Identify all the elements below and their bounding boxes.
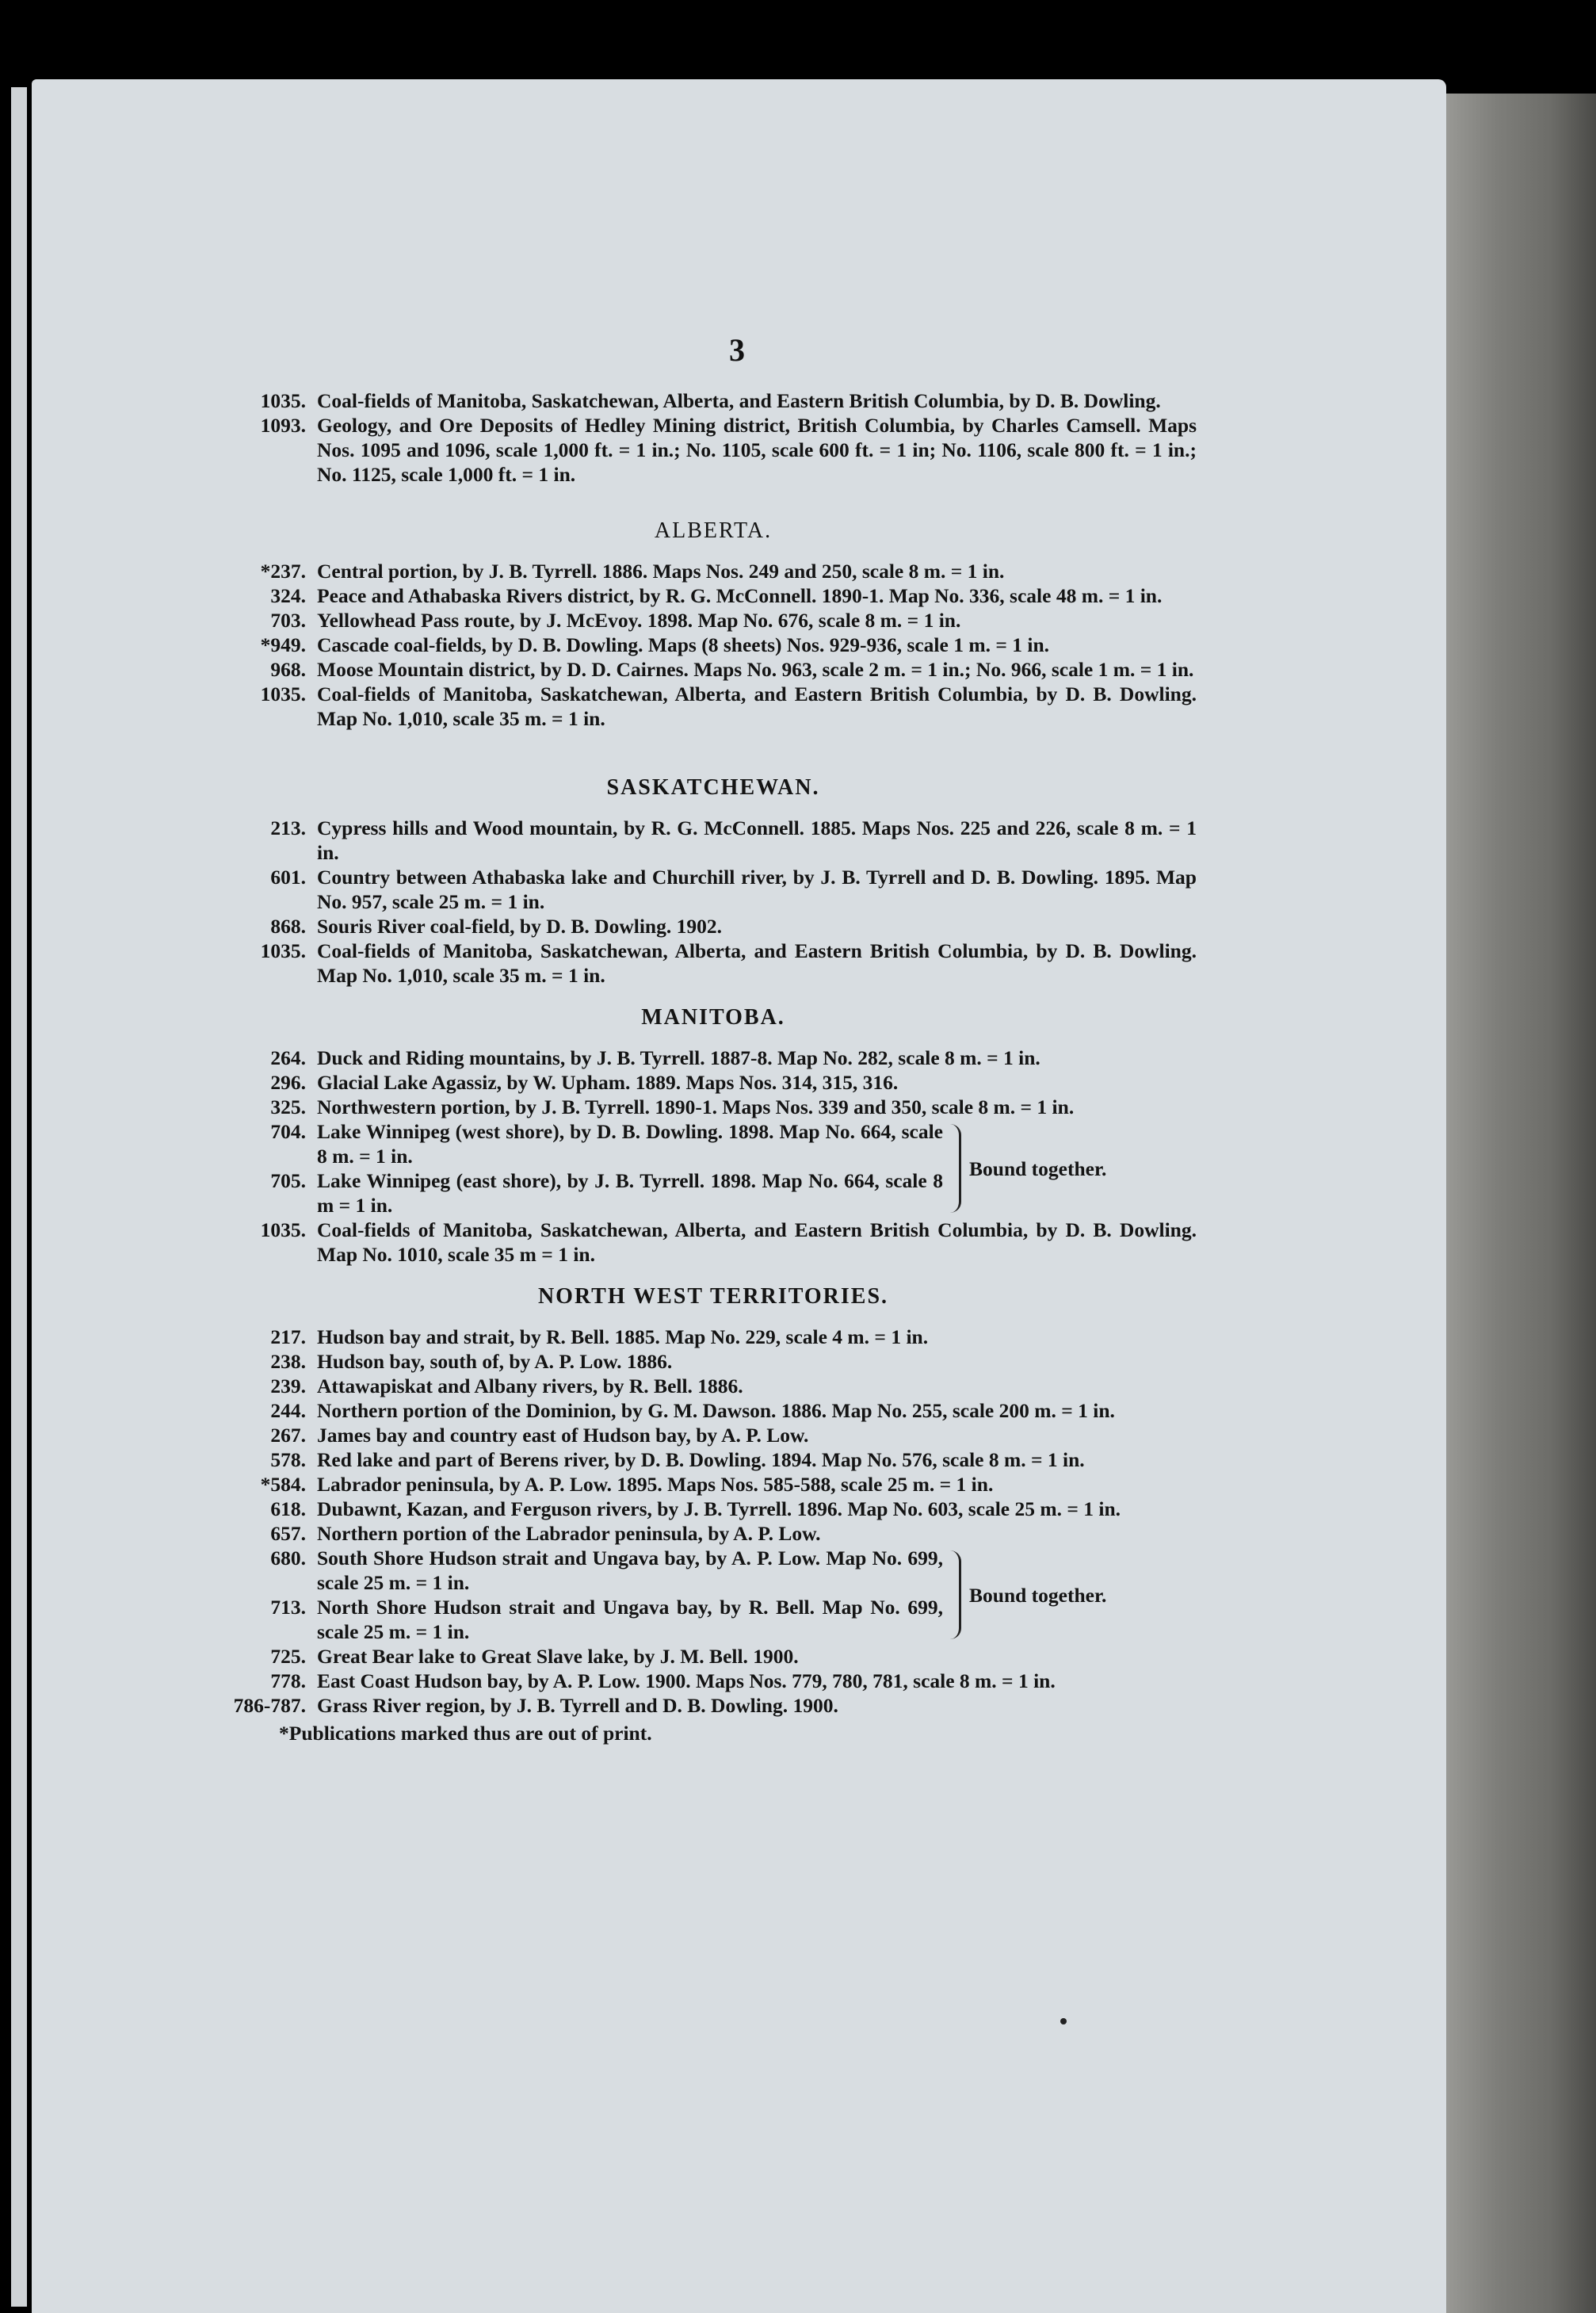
catalog-entry <box>230 1447 1197 1472</box>
catalog-entry <box>230 1595 943 1644</box>
entry-text: Great Bear lake to Great Slave lake, by J. M. Bell. 1900. <box>317 1645 799 1668</box>
entry-text: North Shore Hudson strait and Ungava bay, by R. Bell. Map No. 699, scale 25 m. = 1 in. <box>317 1596 943 1643</box>
entry-number: 703. <box>270 609 306 632</box>
entry-number: 778. <box>270 1669 306 1692</box>
catalog-entry <box>230 1325 1197 1349</box>
catalog-entry <box>230 1119 943 1168</box>
catalog-entry <box>230 1546 943 1595</box>
entry-text: Coal-fields of Manitoba, Saskatchewan, Alberta, and Eastern British Columbia, by D. B. Dowling. Map No. 1010, scale 35 m = 1 in. <box>317 1218 1197 1266</box>
entry-number: 704. <box>270 1120 306 1143</box>
entry-number: 1035. <box>260 389 306 412</box>
entry-number: 680. <box>270 1546 306 1569</box>
entry-number: *949. <box>260 633 306 656</box>
catalog-entry <box>230 1472 1197 1497</box>
catalog-entry <box>230 1218 1197 1267</box>
section-heading-saskatchewan: SASKATCHEWAN. <box>606 775 820 800</box>
scan-left-edge <box>11 87 27 2307</box>
entry-number: 264. <box>270 1046 306 1069</box>
entry-number: *584. <box>260 1473 306 1496</box>
entry-text: Dubawnt, Kazan, and Ferguson rivers, by J. B. Tyrrell. 1896. Map No. 603, scale 25 m. = 1 in. <box>317 1497 1121 1520</box>
catalog-entry <box>230 865 1197 914</box>
catalog-entry <box>230 682 1197 731</box>
catalog-entry <box>230 1693 1197 1718</box>
nwt-bound-group <box>230 1546 1197 1644</box>
entry-text: Northern portion of the Labrador peninsula, by A. P. Low. <box>317 1522 821 1545</box>
entry-text: Hudson bay, south of, by A. P. Low. 1886. <box>317 1350 673 1373</box>
entry-text: Cypress hills and Wood mountain, by R. G. McConnell. 1885. Maps Nos. 225 and 226, scale 8 m. = 1 in. <box>317 816 1197 864</box>
scan-right-edge <box>1444 94 1596 2313</box>
entry-text: Cascade coal-fields, by D. B. Dowling. Maps (8 sheets) Nos. 929-936, scale 1 m. = 1 in. <box>317 633 1050 656</box>
entry-text: Country between Athabaska lake and Churchill river, by J. B. Tyrrell and D. B. Dowling. 1895. Map No. 957, scale 25 m. = 1 in. <box>317 866 1197 913</box>
catalog-entry <box>230 1046 1197 1070</box>
entry-number: 601. <box>270 866 306 889</box>
entry-number: 239. <box>270 1374 306 1397</box>
entry-number: 267. <box>270 1424 306 1447</box>
section-heading-nwt: NORTH WEST TERRITORIES. <box>537 1284 889 1309</box>
catalog-entry <box>230 1521 1197 1546</box>
entry-number: 1093. <box>260 414 306 437</box>
entry-text: Lake Winnipeg (west shore), by D. B. Dowling. 1898. Map No. 664, scale 8 m. = 1 in. <box>317 1120 943 1168</box>
entry-text: Labrador peninsula, by A. P. Low. 1895. Maps Nos. 585-588, scale 25 m. = 1 in. <box>317 1473 994 1496</box>
bound-together-label: Bound together. <box>969 1156 1107 1180</box>
entry-text: Moose Mountain district, by D. D. Cairnes. Maps No. 963, scale 2 m. = 1 in.; No. 966, scale 1 m. = 1 in. <box>317 658 1194 681</box>
entry-number: 325. <box>270 1095 306 1118</box>
catalog-entry <box>230 1095 1197 1119</box>
entry-text: Northwestern portion, by J. B. Tyrrell. 1890-1. Maps Nos. 339 and 350, scale 8 m. = 1 in. <box>317 1095 1075 1118</box>
catalog-entry <box>230 816 1197 865</box>
entry-text: Yellowhead Pass route, by J. McEvoy. 1898. Map No. 676, scale 8 m. = 1 in. <box>317 609 961 632</box>
entry-text: Central portion, by J. B. Tyrrell. 1886. Maps Nos. 249 and 250, scale 8 m. = 1 in. <box>317 560 1005 583</box>
entry-number: 324. <box>270 584 306 607</box>
entry-number: 296. <box>270 1071 306 1094</box>
entry-number: 1035. <box>260 1218 306 1241</box>
manitoba-bound-group <box>230 1119 1197 1218</box>
entry-number: 968. <box>270 658 306 681</box>
entry-text: South Shore Hudson strait and Ungava bay, by A. P. Low. Map No. 699, scale 25 m. = 1 in. <box>317 1546 943 1594</box>
entry-text: Coal-fields of Manitoba, Saskatchewan, Alberta, and Eastern British Columbia, by D. B. Dowling. Map No. 1,010, scale 35 m. = 1 in. <box>317 682 1197 730</box>
entry-text: James bay and country east of Hudson bay, by A. P. Low. <box>317 1424 809 1447</box>
catalog-entry <box>230 413 1197 487</box>
entry-number: 868. <box>270 915 306 938</box>
catalog-entry <box>230 608 1197 633</box>
section-heading-manitoba: MANITOBA. <box>641 1005 785 1030</box>
entry-text: Lake Winnipeg (east shore), by J. B. Tyrrell. 1898. Map No. 664, scale 8 m = 1 in. <box>317 1169 943 1217</box>
entry-text: Northern portion of the Dominion, by G. M. Dawson. 1886. Map No. 255, scale 200 m. = 1 in. <box>317 1399 1115 1422</box>
section-heading-alberta: ALBERTA. <box>654 518 773 543</box>
catalog-entry <box>230 1374 1197 1398</box>
entry-number: 786-787. <box>233 1694 306 1717</box>
catalog-entry <box>230 1423 1197 1447</box>
entry-number: 1035. <box>260 939 306 962</box>
entry-number: 705. <box>270 1169 306 1192</box>
catalog-entry <box>230 583 1197 608</box>
entry-number: 217. <box>270 1325 306 1348</box>
catalog-entry <box>230 1644 1197 1669</box>
entry-number: 238. <box>270 1350 306 1373</box>
entry-number: 657. <box>270 1522 306 1545</box>
entry-text: Peace and Athabaska Rivers district, by R. G. McConnell. 1890-1. Map No. 336, scale 48 m. = 1 in. <box>317 584 1163 607</box>
entry-text: Grass River region, by J. B. Tyrrell and D. B. Dowling. 1900. <box>317 1694 838 1717</box>
bound-together-label: Bound together. <box>969 1583 1107 1607</box>
entry-text: Red lake and part of Berens river, by D. B. Dowling. 1894. Map No. 576, scale 8 m. = 1 in. <box>317 1448 1085 1471</box>
entry-number: 618. <box>270 1497 306 1520</box>
entry-number: 713. <box>270 1596 306 1619</box>
entry-text: Attawapiskat and Albany rivers, by R. Bell. 1886. <box>317 1374 743 1397</box>
brace-icon <box>946 1124 961 1213</box>
entry-text: East Coast Hudson bay, by A. P. Low. 1900. Maps Nos. 779, 780, 781, scale 8 m. = 1 in. <box>317 1669 1056 1692</box>
entry-text: Souris River coal-field, by D. B. Dowling. 1902. <box>317 915 722 938</box>
footnote: *Publications marked thus are out of print. <box>279 1722 652 1745</box>
nwt-entries <box>230 1325 1197 1546</box>
catalog-entry <box>230 657 1197 682</box>
entry-number: 725. <box>270 1645 306 1668</box>
entry-text: Hudson bay and strait, by R. Bell. 1885. Map No. 229, scale 4 m. = 1 in. <box>317 1325 929 1348</box>
catalog-entry <box>230 1669 1197 1693</box>
page-number: 3 <box>729 332 745 368</box>
catalog-entry <box>230 939 1197 988</box>
catalog-entry <box>230 633 1197 657</box>
catalog-entry <box>230 1398 1197 1423</box>
catalog-entry <box>230 1349 1197 1374</box>
entry-number: 213. <box>270 816 306 839</box>
catalog-entry <box>230 1497 1197 1521</box>
entry-number: *237. <box>260 560 306 583</box>
catalog-entry <box>230 914 1197 939</box>
catalog-entry <box>230 388 1197 413</box>
page-content <box>230 388 1197 1745</box>
manitoba-entries <box>230 1046 1197 1119</box>
entry-text: Duck and Riding mountains, by J. B. Tyrrell. 1887-8. Map No. 282, scale 8 m. = 1 in. <box>317 1046 1040 1069</box>
entry-text: Geology, and Ore Deposits of Hedley Mining district, British Columbia, by Charles Camsell. Maps Nos. 1095 and 1096, scale 1,000 ft. = 1 in.; No. 1105, scale 600 ft. = 1 in; No. 1106, scale 800 ft. = 1 in.; No. 1125, scale 1,000 ft. = 1 in. <box>317 414 1197 486</box>
alberta-entries <box>230 559 1197 731</box>
entry-text: Coal-fields of Manitoba, Saskatchewan, Alberta, and Eastern British Columbia, by D. B. Dowling. <box>317 389 1161 412</box>
catalog-entry <box>230 1168 943 1218</box>
saskatchewan-entries <box>230 816 1197 988</box>
brace-icon <box>946 1550 961 1639</box>
entry-number: 244. <box>270 1399 306 1422</box>
entry-number: 578. <box>270 1448 306 1471</box>
scan-speck <box>1060 2018 1067 2024</box>
catalog-entry <box>230 559 1197 583</box>
intro-entries <box>230 388 1197 487</box>
catalog-entry <box>230 1070 1197 1095</box>
entry-text: Glacial Lake Agassiz, by W. Upham. 1889. Maps Nos. 314, 315, 316. <box>317 1071 899 1094</box>
entry-text: Coal-fields of Manitoba, Saskatchewan, Alberta, and Eastern British Columbia, by D. B. Dowling. Map No. 1,010, scale 35 m. = 1 in. <box>317 939 1197 987</box>
entry-number: 1035. <box>260 682 306 705</box>
